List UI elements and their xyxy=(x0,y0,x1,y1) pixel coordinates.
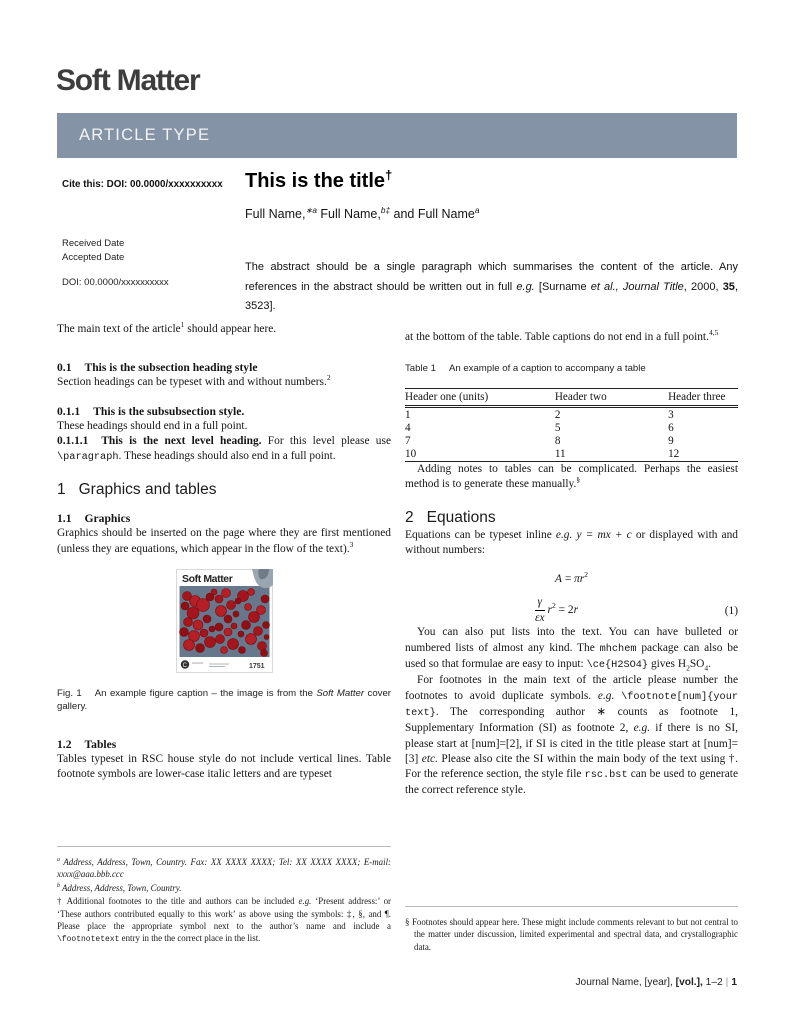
section-footnotes xyxy=(405,906,738,954)
doi-line: DOI: 00.0000/xxxxxxxxxx xyxy=(62,277,169,288)
table-cell: 2 xyxy=(554,408,561,421)
abstract xyxy=(245,258,738,317)
text-segment: [vol.], xyxy=(675,977,703,988)
text-segment: A xyxy=(555,573,562,586)
table-cell: 3 xyxy=(668,408,674,421)
text-segment: Table 1 xyxy=(405,363,436,375)
paragraph-table-notes xyxy=(405,462,738,493)
cite-this-line: Cite this: DOI: 00.0000/xxxxxxxxxx xyxy=(62,179,223,190)
text-segment: . The corresponding author ∗ counts as footnote 1, Supplementary Information (SI) as footnote 2, xyxy=(405,705,738,735)
text-segment: 1.1 xyxy=(57,512,72,526)
cover-thumbnail-image xyxy=(176,569,273,673)
article-type-label: ARTICLE TYPE xyxy=(79,126,211,144)
text-segment: mhchem xyxy=(599,642,637,655)
text-segment: The main text of the article xyxy=(57,323,181,335)
table-1-caption xyxy=(405,362,738,375)
heading-subsection-0-1 xyxy=(57,360,391,375)
table-body xyxy=(405,407,738,462)
text-segment: r xyxy=(573,604,578,617)
heading-subsection-1-1 xyxy=(57,511,391,526)
journal-logo: Soft Matter xyxy=(56,64,200,97)
text-segment: Equations xyxy=(426,508,496,526)
equation-unnumbered xyxy=(405,570,738,586)
heading-subsubsection-0-1-1 xyxy=(57,404,391,419)
table-row xyxy=(405,435,738,448)
text-segment: Full Name, xyxy=(245,207,306,221)
text-segment: . These headings should also end in a full point. xyxy=(118,450,336,463)
text-segment: 2 xyxy=(551,601,556,611)
accepted-date: Accepted Date xyxy=(62,252,125,263)
text-segment: 0.1.1.1 xyxy=(57,434,89,447)
text-segment: 2 xyxy=(584,570,588,580)
paragraph-tables xyxy=(57,752,391,783)
table-cell: 8 xyxy=(554,435,561,448)
paragraph-main-text xyxy=(57,322,391,337)
table-cell: 5 xyxy=(554,422,561,435)
text-segment: This is the next level heading. xyxy=(101,434,262,447)
text-segment: For footnotes in the main text of the article please number the footnotes to avoid duplicate symbols. xyxy=(405,674,738,702)
text-segment: e.g. xyxy=(298,896,312,907)
paragraph-equations-intro xyxy=(405,528,738,559)
text-segment: or displayed with and without numbers: xyxy=(405,528,739,556)
table-cell: 9 xyxy=(668,435,674,448)
text-segment: Adding notes to tables can be complicated. Perhaps the easiest method is to generate these manually. xyxy=(405,463,738,491)
text-segment: Graphics xyxy=(84,512,131,526)
table-header-cell: Header three xyxy=(668,389,738,407)
table-row xyxy=(405,407,738,422)
figure-1-caption xyxy=(57,687,391,713)
paragraph-lists-mhchem xyxy=(405,625,738,673)
text-segment: , 2000, xyxy=(683,280,723,293)
text-segment: package can also be used so that formulae are easy to input: xyxy=(405,641,739,671)
table-row xyxy=(405,421,738,434)
text-segment: 1 xyxy=(731,977,737,988)
text-segment: Address, Address, Town, Country. xyxy=(59,882,182,893)
text-segment: entry in the the correct place in the list. xyxy=(119,933,261,944)
text-segment: The abstract should be a single paragraph which summarises the content of the article. Any references in the abstract should be written out in full xyxy=(245,261,738,293)
table-header-cell: Header two xyxy=(555,389,668,407)
text-segment: § Footnotes should appear here. These might include comments relevant to but not central to the matter under discussion, limited experimental and spectral data, and crystallographic data. xyxy=(405,917,738,952)
text-segment: \footnote[num]{your text} xyxy=(405,690,738,719)
text-segment: πr xyxy=(574,573,585,586)
text-segment: . xyxy=(708,658,712,671)
text-segment: a xyxy=(57,857,60,864)
text-segment: r xyxy=(547,604,552,617)
paragraph-full-point xyxy=(57,419,391,434)
text-segment: Graphics and tables xyxy=(78,481,217,499)
text-segment: Equations can be typeset inline xyxy=(405,528,556,541)
text-segment: e.g. xyxy=(633,722,651,735)
text-segment: Journal Name, [year], xyxy=(575,977,676,988)
paragraph-footnote-numbering xyxy=(405,673,738,798)
text-segment: a xyxy=(474,205,480,215)
text-segment: 1.2 xyxy=(57,738,72,752)
text-segment: should appear here. xyxy=(184,323,277,335)
heading-section-2 xyxy=(405,508,738,528)
figure-1 xyxy=(57,569,391,678)
footnote-dagger xyxy=(57,895,391,947)
text-segment: This is the subsubsection style. xyxy=(93,404,245,418)
footnote-address-a xyxy=(57,856,391,881)
text-segment: 1–2 xyxy=(702,977,723,988)
text-segment: 3 xyxy=(349,539,354,549)
paragraph-graphics xyxy=(57,526,391,557)
article-title xyxy=(245,167,393,193)
text-segment: 1 xyxy=(180,320,185,330)
fraction-numerator: γ xyxy=(535,596,545,611)
text-segment: \footnotetext xyxy=(57,935,120,945)
text-segment: , 3523]. xyxy=(245,280,738,312)
footnote-address-b xyxy=(57,882,391,894)
text-segment: b xyxy=(57,882,60,889)
text-segment: Graphics should be inserted on the page where they are first mentioned (unless they are equations, which appear in the flow of the text). xyxy=(57,527,391,555)
paragraph-next-level-heading xyxy=(57,434,391,466)
text-segment: Tables xyxy=(84,738,117,752)
article-type-banner xyxy=(57,113,737,158)
authors-line xyxy=(245,207,479,221)
text-segment: 2 xyxy=(686,663,690,673)
text-segment: 0.1.1 xyxy=(57,404,81,418)
text-segment: 4,5 xyxy=(708,328,719,338)
text-segment: ‘Present address:’ or ‘These authors contributed equally to this work’ as above using the symbols: ‡, §, and ¶. Please place the appropriate symbol next to the author’s name and include a xyxy=(57,896,391,932)
text-segment: 35 xyxy=(722,280,735,293)
text-segment: † xyxy=(385,167,393,183)
left-column xyxy=(57,322,391,783)
text-segment: An example of a caption to accompany a table xyxy=(448,363,646,375)
text-segment: [Surname xyxy=(534,280,591,293)
right-column xyxy=(405,330,738,799)
text-segment: This is the title xyxy=(245,170,386,192)
table-cell: 10 xyxy=(405,448,417,461)
text-segment: Tables typeset in RSC house style do not include vertical lines. Table footnote symbols are lower-case italic letters and are typeset xyxy=(57,753,391,781)
text-segment: 2 xyxy=(326,373,331,383)
text-segment: 4 xyxy=(704,663,709,673)
text-segment: if there is no SI, please start at [num]=[2], if SI is cited in the title please start at [num]=[3] xyxy=(405,722,738,765)
footnote-section-symbol xyxy=(405,916,738,953)
page-footer xyxy=(575,977,737,988)
text-segment: Address, Address, Town, Country. Fax: XX XXXX XXXX; Tel: XX XXXX XXXX; E-mail: xxxx@aaa.bbb.ccc xyxy=(57,857,391,880)
text-segment: rsc.bst xyxy=(584,769,628,782)
table-cell: 4 xyxy=(405,422,411,435)
heading-section-1 xyxy=(57,480,391,500)
table-cell: 1 xyxy=(405,408,411,421)
text-segment: Full Name, xyxy=(316,207,381,221)
equation-1-number: (1) xyxy=(724,604,738,617)
table-cell: 12 xyxy=(668,448,680,461)
text-segment: = 2 xyxy=(555,604,574,617)
table-header-row xyxy=(405,389,738,407)
cover-page-number: 1751 xyxy=(248,663,265,671)
text-segment: This is the subsection heading style xyxy=(84,361,258,375)
table-cell: 11 xyxy=(554,448,566,461)
table-cell: 7 xyxy=(405,435,411,448)
text-segment: et al., Journal Title xyxy=(590,280,684,293)
rsc-logo-letter: C xyxy=(182,663,187,670)
text-segment: You can also put lists into the text. You can have bulleted or numbered lists of almost any kind. The xyxy=(405,626,738,654)
text-segment: † Additional footnotes to the title and authors can be included xyxy=(57,896,299,907)
table-header-cell: Header one (units) xyxy=(405,389,555,407)
text-segment: \paragraph xyxy=(57,451,119,464)
text-segment: ∗a xyxy=(305,205,317,215)
text-segment: e.g. y = mx + c xyxy=(555,528,632,541)
text-segment: at the bottom of the table. Table captions do not end in a full point. xyxy=(405,331,709,343)
text-segment: 2 xyxy=(405,508,414,526)
text-segment: SO xyxy=(689,658,705,671)
equation-1-body xyxy=(405,596,708,625)
text-segment: Fig. 1 xyxy=(57,688,82,700)
paragraph-section-headings xyxy=(57,375,391,390)
text-segment: | xyxy=(725,977,729,988)
footnote-rule xyxy=(405,906,738,907)
text-segment: can be used to generate the correct reference style. xyxy=(405,768,738,797)
text-segment: \ce{H2SO4} xyxy=(586,659,649,672)
text-segment: 0.1 xyxy=(57,361,72,375)
author-footnotes xyxy=(57,846,391,948)
equation-1-rhs xyxy=(547,601,578,617)
footnote-rule xyxy=(57,846,391,847)
text-segment: Section headings can be typeset with and without numbers. xyxy=(57,376,327,389)
fraction-denominator: εx xyxy=(534,612,545,625)
text-segment: e.g. xyxy=(597,689,615,702)
fraction xyxy=(535,596,545,625)
text-segment: gives H xyxy=(648,658,687,671)
text-segment: For this level please use xyxy=(261,434,391,447)
paragraph-table-captions xyxy=(405,330,738,345)
text-segment: etc. xyxy=(421,752,438,765)
text-segment: cover gallery. xyxy=(57,688,391,713)
text-segment: Please also cite the SI within the main body of the text using †. For the reference section, the style file xyxy=(405,752,738,781)
received-date: Received Date xyxy=(62,238,125,249)
equation-1 xyxy=(405,596,738,625)
data-table xyxy=(405,388,738,462)
text-segment: These headings should end in a full point. xyxy=(57,419,248,432)
text-segment: e.g. xyxy=(516,280,535,293)
text-segment: Soft Matter xyxy=(316,688,365,700)
text-segment: § xyxy=(576,475,581,485)
cover-title: Soft Matter xyxy=(181,573,232,586)
text-segment: = xyxy=(561,573,575,586)
heading-subsection-1-2 xyxy=(57,737,391,752)
text-segment: 1 xyxy=(57,481,66,499)
table-row xyxy=(405,448,738,462)
text-segment: and Full Name xyxy=(390,207,475,221)
text-segment: b‡ xyxy=(380,205,391,215)
text-segment: An example figure caption – the image is from the xyxy=(94,688,317,700)
table-cell: 6 xyxy=(668,422,674,435)
